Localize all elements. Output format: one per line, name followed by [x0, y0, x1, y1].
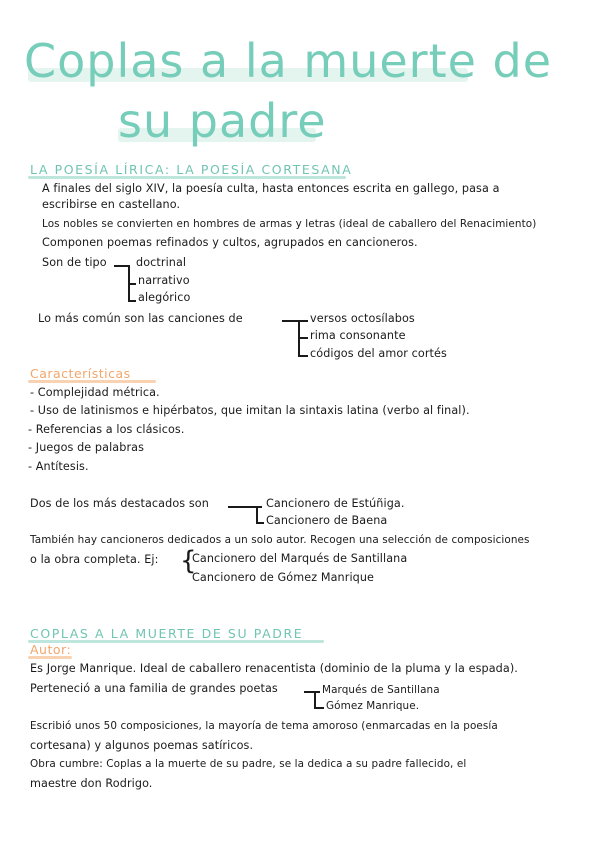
bracket-line: [298, 337, 308, 339]
type-item: doctrinal: [136, 256, 187, 269]
common-label: Lo más común son las canciones de: [38, 312, 243, 325]
list-item: - Referencias a los clásicos.: [28, 423, 185, 436]
curly-brace-icon: {: [180, 546, 197, 576]
notable-item: Cancionero de Estúñiga.: [266, 497, 405, 510]
list-item: - Complejidad métrica.: [30, 386, 160, 399]
type-item: narrativo: [138, 274, 190, 287]
paragraph-line: escribirse en castellano.: [42, 198, 181, 211]
example-item: Cancionero del Marqués de Santillana: [192, 552, 408, 565]
common-item: versos octosílabos: [310, 312, 415, 325]
notable-label: Dos de los más destacados son: [30, 497, 209, 510]
page-title-line1: Coplas a la muerte de: [24, 34, 553, 88]
types-label: Son de tipo: [42, 256, 107, 269]
family-item: Gómez Manrique.: [326, 700, 420, 712]
family-label: Perteneció a una familia de grandes poetas: [30, 682, 278, 695]
bracket-line: [128, 300, 136, 302]
type-item: alegórico: [138, 291, 191, 304]
page-title-line2: su padre: [118, 94, 327, 148]
notable-item: Cancionero de Baena: [266, 514, 388, 527]
common-item: códigos del amor cortés: [310, 347, 447, 360]
subheading-author: Autor:: [30, 642, 72, 657]
bracket-line: [256, 506, 258, 523]
section-heading-coplas: COPLAS A LA MUERTE DE SU PADRE: [30, 626, 304, 641]
paragraph-line: Componen poemas refinados y cultos, agrupados en cancioneros.: [42, 236, 418, 249]
paragraph-line: A finales del siglo XIV, la poesía culta, hasta entonces escrita en gallego, pasa a: [42, 182, 500, 195]
paragraph-line: o la obra completa. Ej:: [30, 553, 159, 566]
family-item: Marqués de Santillana: [322, 684, 440, 696]
paragraph-line: Escribió unos 50 composiciones, la mayoría de tema amoroso (enmarcadas en la poesía: [30, 720, 498, 732]
list-item: - Juegos de palabras: [28, 441, 145, 454]
paragraph-line: cortesana) y algunos poemas satíricos.: [30, 739, 254, 752]
bracket-line: [128, 283, 136, 285]
bracket-line: [282, 320, 308, 322]
example-item: Cancionero de Gómez Manrique: [192, 571, 375, 584]
bracket-line: [298, 355, 308, 357]
common-item: rima consonante: [310, 329, 406, 342]
bracket-line: [256, 522, 264, 524]
bracket-line: [314, 691, 316, 708]
list-item: - Antítesis.: [28, 460, 89, 473]
paragraph-line: Los nobles se convierten en hombres de armas y letras (ideal de caballero del Renacimiento): [42, 218, 537, 230]
section-heading-characteristics: Características: [30, 366, 131, 381]
section-heading-lyric-poetry: LA POESÍA LÍRICA: LA POESÍA CORTESANA: [30, 162, 353, 177]
paragraph-line: maestre don Rodrigo.: [30, 777, 153, 790]
bracket-line: [304, 691, 320, 693]
paragraph-line: Es Jorge Manrique. Ideal de caballero renacentista (dominio de la pluma y la espada).: [30, 662, 518, 675]
paragraph-line: También hay cancioneros dedicados a un solo autor. Recogen una selección de composiciones: [30, 534, 530, 546]
list-item: - Uso de latinismos e hipérbatos, que imitan la sintaxis latina (verbo al final).: [30, 404, 470, 417]
bracket-line: [314, 707, 324, 709]
paragraph-line: Obra cumbre: Coplas a la muerte de su padre, se la dedica a su padre fallecido, el: [30, 758, 467, 770]
